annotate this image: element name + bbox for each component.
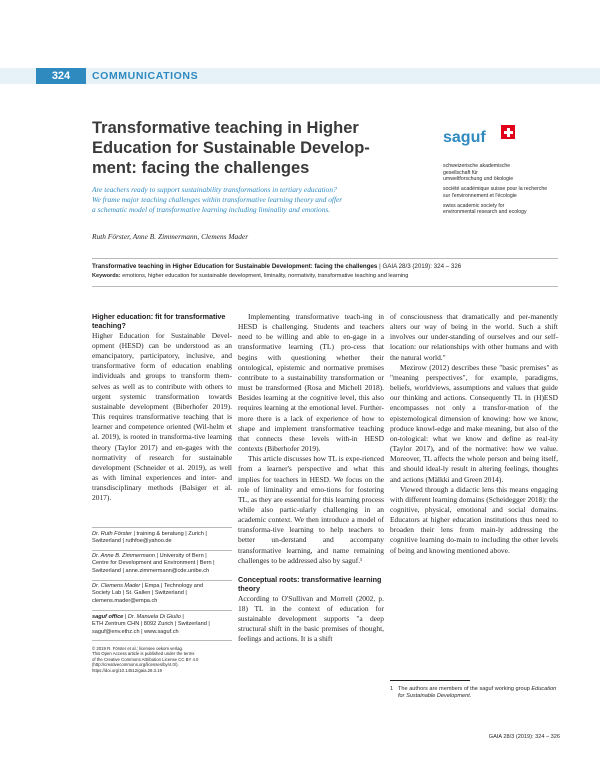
saguf-lines-fr: société académique suisse pour la recherche sur l'environnement et l'écologie [443, 186, 548, 199]
column-3 [390, 312, 558, 556]
contact-name: Dr. Anne B. Zimmermann [92, 553, 155, 559]
reference-top-rule [92, 258, 558, 259]
footnote-italic: Education for Sustainable Development [398, 686, 557, 700]
paragraph-conceptual-roots: According to O'Sullivan and Morrell (2002, p. 18) TL in the context of education for sustainable development supports "a deep structural shift in the basic premises of thought, feelings and actions. It is a shift [238, 593, 384, 644]
saguf-logo-text: saguf [443, 129, 486, 146]
article-subtitle [92, 185, 432, 216]
saguf-box [405, 115, 555, 235]
section-heading-1: Higher education: fit for transformative teaching? [92, 312, 226, 331]
office-contact-name: Dr. Manuela Di Giulio [127, 614, 181, 620]
contacts-rule [92, 527, 232, 528]
footnote-rule [390, 680, 470, 681]
contacts-rule-3 [92, 580, 232, 581]
section-name: COMMUNICATIONS [92, 70, 199, 82]
doi-link[interactable]: https://doi.org/10.14512/gaia.28.3.19 [92, 667, 162, 673]
title-line-2: Education for Sustainable Develop- [92, 139, 370, 157]
footnote: 1 The authors are members of the saguf working group Education for Sustainable Development. [390, 686, 557, 700]
top-margin [0, 0, 600, 68]
page-footer: GAIA 28/3 (2019): 324 – 326 [488, 734, 560, 740]
saguf-logo [443, 125, 533, 155]
paragraph-challenges: Implementing transformative teach-ing in HESD is challenging. Students and teachers need to be willing and able to en-gage in a transformative learning (TL) pro-cess that begins with questioning whether their ontological, epistemic and normative premises contribute to a sustainability transformation or must be transformed (Rosa and Michell 2018). Besides learning at the cognitive level, this also requires learning at the emotional level. Further-more there is a lack of experience of how to shape and implement transformative teaching that connects these levels with-in HESD contexts (Biberhofer 2019). [238, 312, 384, 454]
paragraph-article-aim: This article discusses how TL is expe-rienced from a learner's perspective and what this implies for teachers in HESD. We focus on the role of liminality and emo-tions for fostering TL, as they are essential for this learning process while also partic-ularly challenging in an academic context. We then introduce a model of transforma-tive learning to help teachers to better un-derstand and accompany transformative learning, and name remaining challenges to be addressed also by saguf.¹ [238, 454, 384, 565]
license-notice: © 2019 R. Förster et al.; licensee oekom verlag. This Open Access article is published under the terms of the Creative Commons Attribution License CC BY 4.0 (http://creativecommons.org/licenses/by/4.0/). https://doi.org/10.14512/gaia.28.3.19 [92, 646, 232, 673]
contacts-rule-4 [92, 610, 232, 611]
saguf-office-contact: saguf office | Dr. Manuela Di Giulio | ETH Zentrum CHN | 8092 Zurich | Switzerland | saguf@env.ethz.ch | www.saguf.ch [92, 614, 210, 635]
swiss-flag-icon [501, 125, 515, 139]
contact-name: Dr. Clemens Mader [92, 583, 141, 589]
page-number: 324 [36, 68, 86, 84]
reference-journal: GAIA 28/3 (2019): 324 – 326 [382, 263, 462, 270]
reference-title: Transformative teaching in Higher Education for Sustainable Development: facing the challenges [92, 263, 378, 270]
contact-forster: Dr. Ruth Förster | training & beratung | Zurich | Switzerland | ruthfoe@yahoo.de [92, 531, 207, 545]
contact-mader: Dr. Clemens Mader | Empa | Technology and Society Lab | St. Gallen | Switzerland | clemens.mader@empa.ch [92, 583, 204, 604]
subtitle-line-1: Are teachers ready to support sustainability transformations in tertiary education? [92, 185, 337, 194]
keywords-text: emotions, higher education for sustainable development, liminality, normativity, transformative teaching and learning [122, 273, 409, 279]
saguf-lines-de: schweizerische akademische gesellschaft für umweltforschung und ökologie [443, 163, 514, 183]
contacts-rule-2 [92, 550, 232, 551]
paragraph-continued: of consciousness that dramatically and per-manently alters our way of being in the world. Such a shift involves our under-standing of ourselves and our self-location: our relationships with other humans and with the natural world." [390, 312, 558, 362]
contacts-rule-5 [92, 640, 232, 641]
title-line-1: Transformative teaching in Higher [92, 119, 359, 137]
column-2 [238, 312, 384, 645]
keywords-label: Keywords: [92, 273, 121, 279]
office-name: saguf office [92, 614, 124, 620]
column-1 [92, 312, 232, 503]
footnote-number: 1 [390, 686, 394, 692]
subtitle-line-2: We frame major teaching challenges within transformative learning theory and offer [92, 195, 343, 205]
article-authors: Ruth Förster, Anne B. Zimmermann, Clemens Mader [92, 232, 249, 241]
reference-bottom-rule [92, 286, 558, 287]
paragraph-didactic: Viewed through a didactic lens this means engaging with different learning domains (Scheidegger 2018): the cognitive, physical, emotional and social domains. Educators at higher education institutions thus need to broaden their lens from main-ly addressing the cognitive learning do-main to including the other levels of being and knowing mentioned above. [390, 484, 558, 555]
keywords-line [92, 273, 558, 280]
section-heading-2: Conceptual roots: transformative learning theory [238, 574, 382, 594]
article-title [92, 118, 392, 178]
contact-zimmermann: Dr. Anne B. Zimmermann | University of Bern | Centre for Development and Environment | Bern | Switzerland | anne.zimmermann@cde.unibe.ch [92, 553, 215, 574]
saguf-description [443, 163, 555, 219]
footnote-text: The authors are members of the saguf working group [398, 686, 530, 692]
saguf-lines-en: swiss academic society for environmental research and ecology [443, 202, 527, 216]
section-bar [0, 68, 600, 84]
paragraph-mezirow: Mezirow (2012) describes these "basic premises" as "meaning perspectives", for example, paradigms, beliefs, worldviews, assumptions and values that guide our thinking and actions. Consequently TL in (H)ESD encompasses not only a transfor-mation of the epistemological dimension of knowing: how we know, produce knowl-edge and make meaning, but also of the on-tological: what we know and define as real-ity (Taylor 2017), and of the normative: how we value. Moreover, TL affects the whole person and being itself, and should ideal-ly result in altering feelings, thoughts and actions (Mälkki and Green 2014). [390, 362, 558, 484]
subtitle-line-3: a schematic model of transformative learning including liminality and emotions. [92, 205, 331, 215]
reference-line: Transformative teaching in Higher Education for Sustainable Development: facing the challenges | GAIA 28/3 (2019): 324 – 326 [92, 263, 462, 270]
title-line-3: ment: facing the challenges [92, 159, 310, 177]
paragraph-intro: Higher Education for Sustainable Devel-opment (HESD) can be understood as an emancipatory, participatory, inclusive, and transformative form of education enabling individuals and groups to transform them-selves as well as to contribute with others to urgent systemic transformation towards sustainable development (Biberhofer 2019). This requires transformative teaching that is learner and competence oriented (Wil-helm et al. 2019), is rooted in transforma-tive learning theory (Taylor 2017) and en-gages with the normativity of research for sustainable development (Schneider et al. 2019), as well as with liminal experiences and inter- and transdisciplinary methods (Balsiger et al. 2017). [92, 330, 232, 503]
contact-name: Dr. Ruth Förster [92, 531, 132, 537]
